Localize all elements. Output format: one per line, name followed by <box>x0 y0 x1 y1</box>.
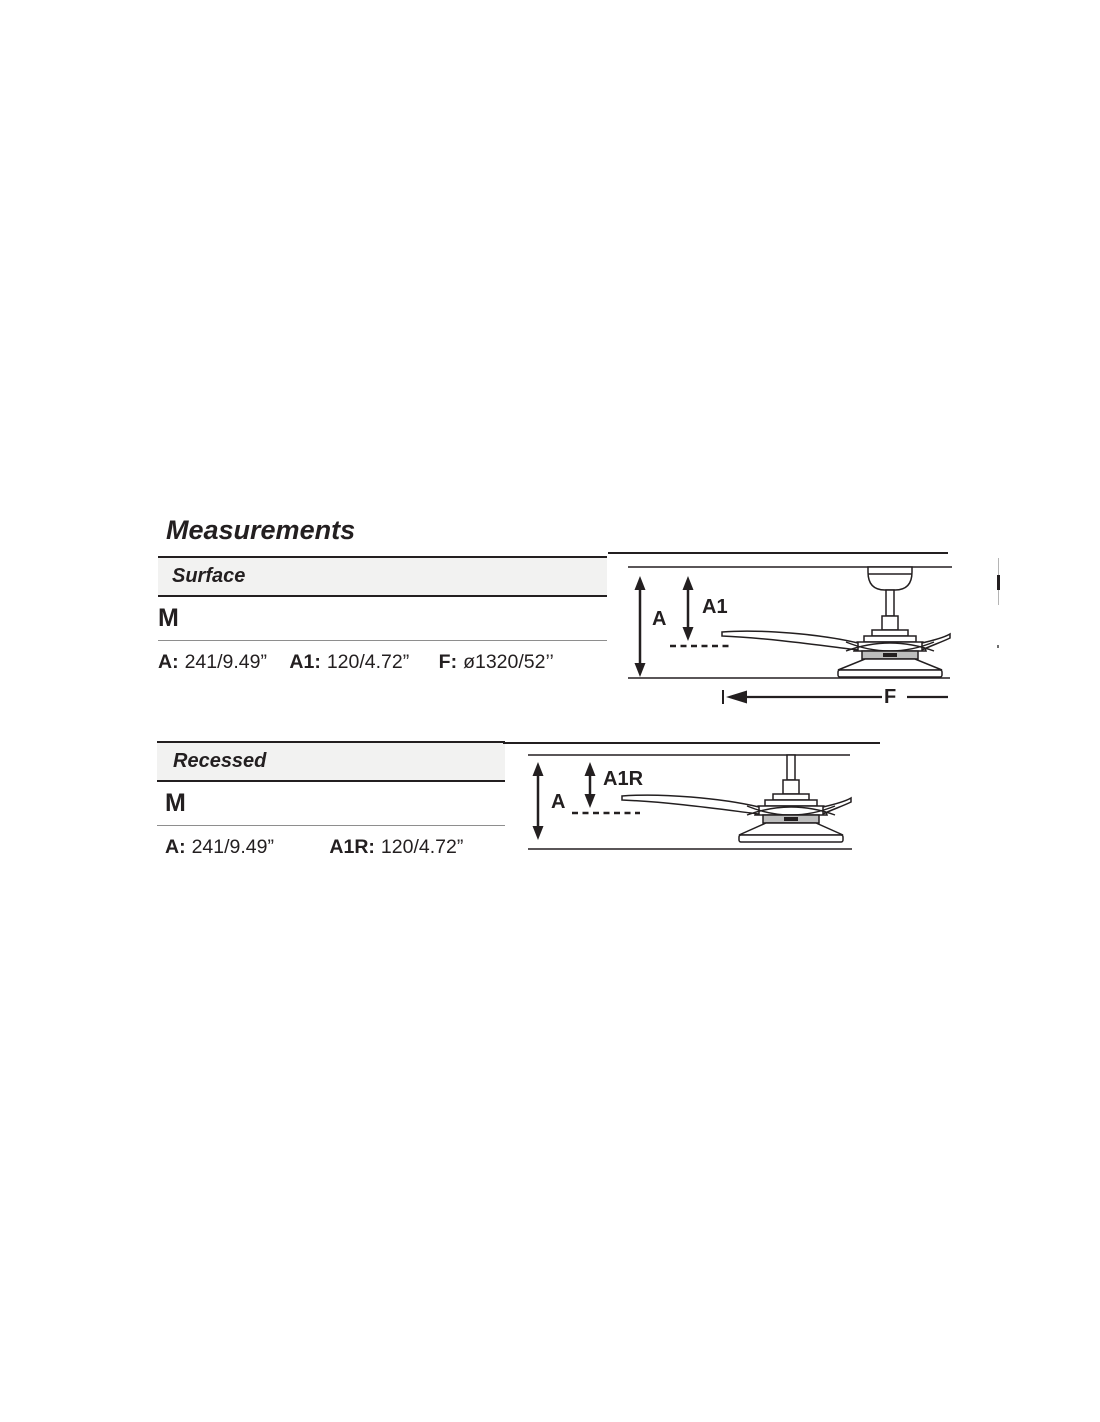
surface-fan-drawing <box>722 567 950 677</box>
surface-dimensions-row <box>158 641 607 674</box>
dim-arrow-a-head-down <box>533 826 544 840</box>
surface-model-name: M <box>158 604 179 632</box>
recessed-dim-a1r-value: 120/4.72” <box>380 836 464 858</box>
surface-dim-a-value: 241/9.49” <box>184 651 267 673</box>
surface-spec-table <box>158 556 607 674</box>
fan-downrod <box>787 755 795 780</box>
recessed-dim-a-value: 241/9.49” <box>191 836 274 858</box>
fan-blade-right <box>823 798 851 814</box>
surface-dim-a1-value: 120/4.72” <box>326 651 410 673</box>
dim-arrow-a1r-head-up <box>585 762 596 776</box>
recessed-fan-drawing <box>622 755 851 842</box>
recessed-dim-a1r <box>329 836 463 859</box>
recessed-label-a: A <box>551 791 566 813</box>
dim-arrow-a-head-down <box>635 663 646 677</box>
surface-fan-diagram <box>600 550 1000 710</box>
recessed-dim-a <box>165 836 274 859</box>
fan-blade-left <box>722 631 858 650</box>
surface-label-f: F <box>884 686 897 708</box>
cutoff-artifact-dot <box>997 645 999 648</box>
fan-motor-plate-2 <box>864 636 916 642</box>
fan-canopy <box>868 567 912 590</box>
recessed-spec-table <box>157 741 505 859</box>
fan-rod-coupling <box>783 780 799 794</box>
surface-dim-f-value: ø1320/52’’ <box>463 651 554 673</box>
recessed-label-a1r: A1R <box>603 768 644 790</box>
dim-arrow-a1-head-down <box>683 627 694 641</box>
fan-bell-rim <box>838 670 942 677</box>
surface-dim-a-label: A: <box>158 651 179 673</box>
dim-arrow-a-head-up <box>533 762 544 776</box>
recessed-model-name: M <box>165 789 186 817</box>
surface-dim-a1 <box>289 651 409 674</box>
fan-rod-coupling <box>882 616 898 630</box>
surface-model-row <box>158 597 607 641</box>
fan-downrod <box>886 590 894 616</box>
recessed-model-row <box>157 782 505 826</box>
dim-arrow-a-head-up <box>635 576 646 590</box>
recessed-dimensions-row <box>157 826 505 859</box>
dim-f-arrowhead-left <box>726 691 747 704</box>
cutoff-artifact-segment <box>997 575 1000 590</box>
fan-blade-left <box>622 795 759 814</box>
fan-motor-plate-1 <box>773 794 809 800</box>
fan-lower-band-slot <box>784 817 798 821</box>
surface-label-a1: A1 <box>702 596 728 618</box>
recessed-dim-a-label: A: <box>165 836 186 858</box>
surface-dim-f <box>439 651 554 674</box>
surface-label-a: A <box>652 608 667 630</box>
surface-header-label: Surface <box>172 565 246 587</box>
fan-blade-right <box>922 634 950 650</box>
recessed-header-label: Recessed <box>173 750 267 772</box>
recessed-section-header <box>157 743 505 782</box>
page-title: Measurements <box>166 515 356 545</box>
surface-section-header <box>158 558 607 597</box>
dim-arrow-a1-head-up <box>683 576 694 590</box>
fan-bell-rim <box>739 835 843 842</box>
surface-dim-a <box>158 651 267 674</box>
surface-dim-a1-label: A1: <box>289 651 321 673</box>
fan-motor-plate-2 <box>765 800 817 806</box>
recessed-dim-a1r-label: A1R: <box>329 836 375 858</box>
fan-bell-slope <box>739 823 843 835</box>
fan-lower-band-slot <box>883 653 897 657</box>
fan-motor-plate-1 <box>872 630 908 636</box>
dim-arrow-a1r-head-down <box>585 794 596 808</box>
surface-dim-f-label: F: <box>438 651 458 673</box>
fan-bell-slope <box>838 659 942 670</box>
